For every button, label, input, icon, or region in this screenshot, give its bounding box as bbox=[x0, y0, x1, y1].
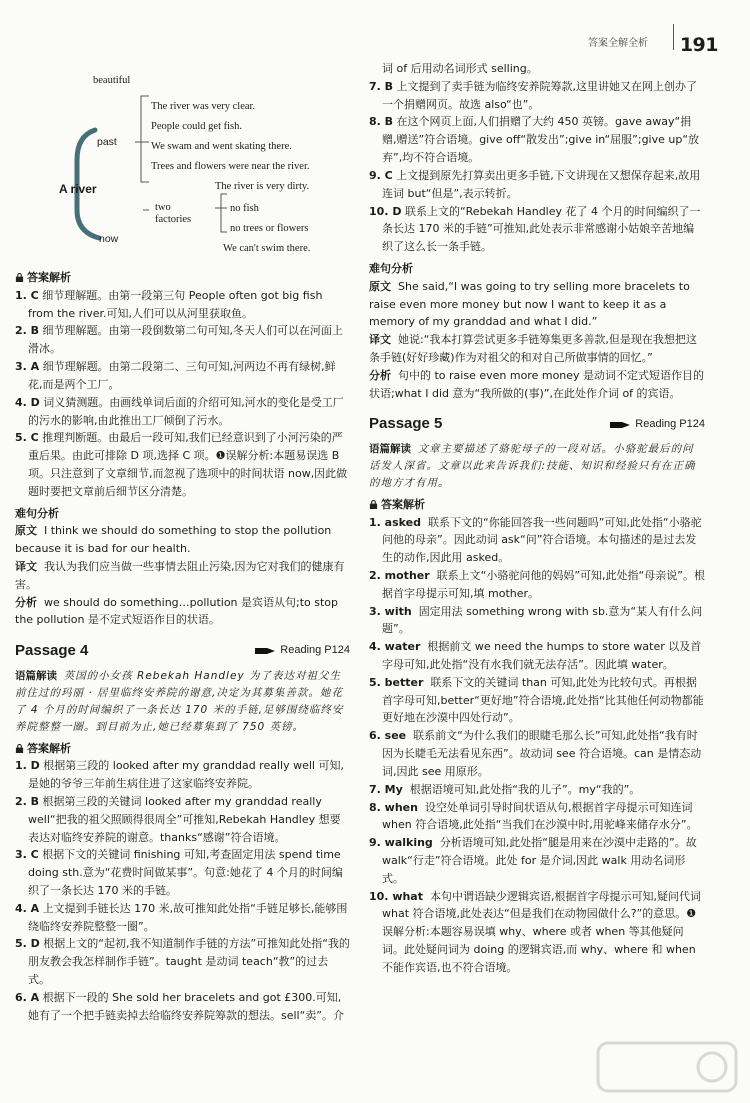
diagram-center-label: A river bbox=[59, 182, 97, 196]
answer-item: 10. D 联系上文的“Rebekah Handley 花了 4 个月的时间编织了一条长达 170 米的手链”可推知,此处表示非常感谢小姑娘辛苦地编织了这么长一条手链。 bbox=[369, 204, 701, 254]
answer-item: 4. A 上文提到手链长达 170 米,故可推知此处指“手链足够长,能够围绕临终安养院整整一圈”。 bbox=[15, 901, 348, 933]
analysis: 分析 句中的 to raise even more money 是动词不定式短语作目的状语;what I did 意为“我所做的(事)”,在此处作介词 of 的宾语。 bbox=[369, 368, 705, 400]
answer-item: 8. when 设空处单词引导时间状语从句,根据首字母提示可知连词 when 符合语境,此处指“当我们在沙漠中时,用驼峰来储存水分”。 bbox=[369, 800, 698, 832]
diagram-top-word: beautiful bbox=[93, 75, 131, 86]
answer-item: 5. C 推理判断题。由最后一段可知,我们已经意识到了小河污染的严重后果。由此可排除 D 项,选择 C 项。❶误解分析:本题易误选 B 项。只注意到了文章细节,而忽视了选项中的时间状语 now,因此做题时要把文章前后细节区分清楚。 bbox=[15, 431, 348, 498]
translation: 译文 我认为我们应当做一些事情去阻止污染,因为它对我们的健康有害。 bbox=[15, 560, 345, 591]
answer-section-heading bbox=[15, 269, 350, 287]
answer-icon bbox=[15, 744, 24, 753]
diagram-now-item: no fish bbox=[230, 203, 259, 214]
diagram-past-item: We swam and went skating there. bbox=[151, 141, 292, 152]
answer-item: 5. better 联系下文的关键词 than 可知,此处为比较句式。再根据首字母可知,better“更好地”符合语境,此处指“比其他任何动物都能更好地在沙漠中四处行动”。 bbox=[369, 675, 704, 725]
passage-5-header bbox=[369, 412, 705, 436]
answer-item: 1. asked 联系下文的“你能回答我一些问题吗”可知,此处指“小骆驼问他的母亲”。因此动词 ask“问”符合语境。本句描述的是过去发生的动作,因此用 asked。 bbox=[369, 515, 702, 565]
difficult-sentence-heading: 难句分析 bbox=[15, 506, 59, 520]
header-label: 答案全解全析 bbox=[588, 38, 648, 49]
left-column bbox=[15, 60, 350, 1025]
answer-item: 10. what 本句中谓语缺少逻辑宾语,根据首字母提示可知,疑问代词 what 符合语境,此处表达“但是我们在动物园做什么?”的意思。❶误解分析:本题容易误填 why、where 或者 when 等其他疑问词。此处疑问词为 doing 的逻辑宾语,而 why、where 和 when 不能作宾语,也不符合语境。 bbox=[369, 889, 701, 974]
answer-item: 2. mother 联系上文“小骆驼问他的妈妈”可知,此处指“母亲说”。根据首字母提示可知,填 mother。 bbox=[369, 568, 705, 600]
diagram-two-factories: two factories bbox=[155, 202, 192, 225]
answer-item: 6. see 联系前文“为什么我们的眼睫毛那么长”可知,此处指“我有时因为长睫毛无法看见东西”。故动词 see 符合语境。can 是情态动词,因此 see 用原形。 bbox=[369, 729, 702, 778]
diagram-past-item: Trees and flowers were near the river. bbox=[151, 161, 310, 172]
diagram-past-label: past bbox=[97, 136, 117, 148]
answer-item: 6. A 根据下一段的 She sold her bracelets and got £300.可知,她有了一个把手链卖掉去给临终安养院筹款的想法。sell“卖”。介 bbox=[15, 990, 345, 1022]
pointing-hand-icon bbox=[254, 645, 276, 657]
diagram-past-item: The river was very clear. bbox=[151, 101, 256, 112]
analysis: 分析 we should do something…pollution 是宾语从句;to stop the pollution 是不定式短语作目的状语。 bbox=[15, 595, 339, 627]
answer-item: 2. B 细节理解题。由第一段倒数第二句可知,冬天人们可以在河面上滑冰。 bbox=[15, 324, 344, 356]
passage-summary: 语篇解读 文章主要描述了骆驼母子的一段对话。小骆驼最后的问话发人深省。文章以此来告诉我们:技能、知识和经验只有在正确的地方才有用。 bbox=[369, 442, 696, 489]
answer-item: 7. B 上文提到了卖手链为临终安养院筹款,这里讲她又在网上创办了一个捐赠网页。故选 also“也”。 bbox=[369, 79, 698, 111]
answer-heading-text: 答案解析 bbox=[381, 497, 425, 511]
right-column bbox=[369, 60, 705, 977]
passage-title: Passage 5 bbox=[369, 415, 443, 433]
header-divider bbox=[673, 24, 674, 50]
answer-item: 3. A 细节理解题。由第二段第二、三句可知,河两边不再有绿树,鲜花,而是两个工厂。 bbox=[15, 360, 336, 391]
mind-map-diagram bbox=[15, 60, 350, 265]
reading-reference: Reading P124 bbox=[609, 416, 705, 434]
page-number: 191 bbox=[679, 34, 718, 56]
original-sentence: 原文 She said,“I was going to try selling more bracelets to raise even more money but now I want to keep it as a memory of my granddad and what I did.” bbox=[369, 279, 690, 329]
answer-section-heading bbox=[369, 496, 705, 514]
reading-reference: Reading P124 bbox=[254, 642, 350, 660]
answer-item: 2. B 根据第三段的关键词 looked after my granddad really well“把我的祖父照顾得很周全”可推知,Rebekah Handley 想要表达对临终安养院的谢意。thanks“感谢”符合语境。 bbox=[15, 794, 341, 844]
passage-title: Passage 4 bbox=[15, 642, 89, 660]
translation: 译文 她说:“我本打算尝试更多手链筹集更多善款,但是现在我想把这条手链(好好珍藏)作为对祖父的和对自己所做事情的回忆。” bbox=[369, 333, 697, 364]
answer-item: 3. C 根据下文的关键词 finishing 可知,考查固定用法 spend time doing sth.意为“花费时间做某事”。句意:她花了 4 个月的时间编织了一条长达 170 米的手链。 bbox=[15, 848, 343, 898]
continued-text: 词 of 后用动名词形式 selling。 bbox=[382, 62, 538, 75]
answer-item: 7. My 根据语境可知,此处指“我的儿子”。my“我的”。 bbox=[369, 782, 641, 796]
answer-section-heading bbox=[15, 740, 350, 758]
diagram-past-item: People could get fish. bbox=[151, 121, 242, 132]
answer-item: 4. water 根据前文 we need the humps to store water 以及首字母可知,此处指“没有水我们就无法存活”。因此填 water。 bbox=[369, 640, 702, 672]
page-header bbox=[0, 0, 750, 56]
answer-item: 8. B 在这个网页上面,人们捐赠了大约 450 英镑。gave away“捐赠,赠送”符合语境。give off“散发出”;give in“屈服”;give up“放弃”,均不符合语境。 bbox=[369, 115, 700, 165]
difficult-sentence-heading: 难句分析 bbox=[369, 261, 413, 275]
answer-icon bbox=[369, 500, 378, 509]
pointing-hand-icon bbox=[609, 419, 631, 431]
answer-item: 1. D 根据第三段的 looked after my granddad really well 可知,是她的爷爷三年前生病住进了这家临终安养院。 bbox=[15, 759, 344, 791]
answer-item: 9. walking 分析语境可知,此处指“腿是用来在沙漠中走路的”。故 walk“行走”符合语境。此处 for 是介词,因此 walk 用动名词形式。 bbox=[369, 836, 697, 885]
passage-summary: 语篇解读 英国的小女孩 Rebekah Handley 为了表达对祖父生前住过的玛丽 · 居里临终安养院的谢意,决定为其募集善款。她花了 4 个月的时间编织了一条长达 170 米的手链,足够围绕临终安养院整整一圈。到目前为止,她已经募集到了 750 英镑。 bbox=[15, 669, 344, 733]
answer-icon bbox=[15, 273, 24, 282]
watermark-logo bbox=[592, 1037, 742, 1097]
answer-item: 3. with 固定用法 something wrong with sb.意为“某人有什么问题”。 bbox=[369, 604, 703, 636]
answer-heading-text: 答案解析 bbox=[27, 271, 71, 284]
passage-4-header bbox=[15, 639, 350, 663]
answer-item: 4. D 词义猜测题。由画线单词后面的介绍可知,河水的变化是受工厂的污水的影响,由此推出工厂倾倒了污水。 bbox=[15, 395, 344, 427]
diagram-now-label: now bbox=[99, 233, 119, 245]
answer-item: 9. C 上文提到原先打算卖出更多手链,下文讲现在又想保存起来,故用连词 but“但是”,表示转折。 bbox=[369, 168, 701, 200]
answer-heading-text: 答案解析 bbox=[27, 741, 71, 755]
diagram-now-item: no trees or flowers bbox=[230, 223, 309, 234]
answer-item: 1. C 细节理解题。由第一段第三句 People often got big fish from the river.可知,人们可以从河里获取鱼。 bbox=[15, 288, 323, 320]
original-sentence: 原文 I think we should do something to stop the pollution because it is bad for our health. bbox=[15, 524, 332, 556]
diagram-now-item: The river is very dirty. bbox=[215, 181, 310, 192]
answer-item: 5. D 根据上文的“起初,我不知道制作手链的方法”可推知此处指“我的朋友教会我怎样制作手链”。taught 是动词 teach“教”的过去式。 bbox=[15, 937, 350, 987]
diagram-now-item: We can't swim there. bbox=[223, 243, 311, 254]
